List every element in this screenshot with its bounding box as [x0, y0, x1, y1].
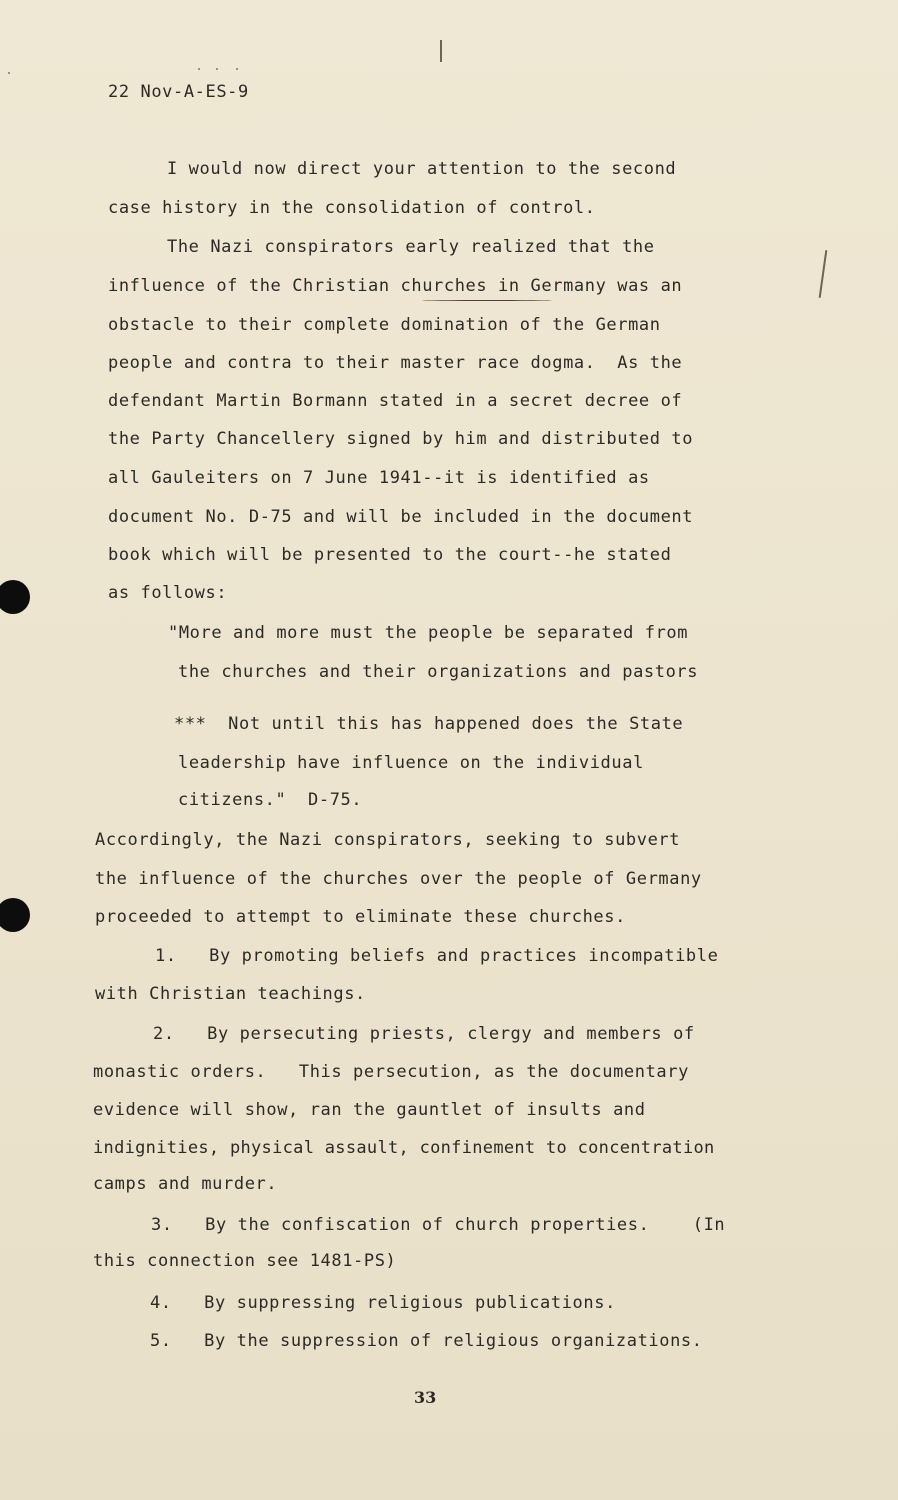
text-line: all Gauleiters on 7 June 1941--it is identified as: [108, 468, 650, 488]
text-line: indignities, physical assault, confinement to concentration: [93, 1138, 715, 1158]
margin-mark: [819, 250, 828, 298]
text-line: as follows:: [108, 583, 228, 603]
text-line: people and contra to their master race dogma. As the: [108, 353, 683, 373]
text-line: the influence of the churches over the people of Germany: [95, 869, 702, 889]
quote-line: leadership have influence on the individual: [178, 753, 644, 773]
text-line: this connection see 1481-PS): [93, 1251, 397, 1271]
text-line: document No. D-75 and will be included in the document: [108, 507, 694, 527]
text-line: The Nazi conspirators early realized that the: [167, 237, 655, 257]
speck: [8, 72, 10, 74]
document-header: 22 Nov-A-ES-9: [108, 82, 249, 102]
speck: [236, 68, 238, 70]
underline-mark: [422, 300, 552, 301]
margin-mark: [440, 40, 442, 62]
text-line: case history in the consolidation of control.: [108, 198, 596, 218]
text-line: proceeded to attempt to eliminate these churches.: [95, 907, 626, 927]
text-line: obstacle to their complete domination of the German: [108, 315, 661, 335]
binder-hole: [0, 898, 30, 932]
text-line: camps and murder.: [93, 1174, 278, 1194]
text-line: monastic orders. This persecution, as the documentary: [93, 1062, 689, 1082]
text-line: with Christian teachings.: [95, 984, 366, 1004]
quote-line: the churches and their organizations and pastors: [178, 662, 699, 682]
quote-line: citizens." D-75.: [178, 790, 363, 810]
binder-hole: [0, 580, 30, 614]
text-line: influence of the Christian churches in Germany was an: [108, 276, 683, 296]
quote-line: "More and more must the people be separated from: [168, 623, 689, 643]
text-line: Accordingly, the Nazi conspirators, seeking to subvert: [95, 830, 681, 850]
speck: [216, 68, 218, 70]
text-line: I would now direct your attention to the second: [167, 159, 677, 179]
quote-line: *** Not until this has happened does the State: [174, 714, 684, 734]
list-item: 3. By the confiscation of church properties. (In: [151, 1215, 726, 1235]
list-item: 1. By promoting beliefs and practices incompatible: [155, 946, 719, 966]
list-item: 2. By persecuting priests, clergy and members of: [153, 1024, 695, 1044]
list-item: 4. By suppressing religious publications.: [150, 1293, 616, 1313]
text-line: evidence will show, ran the gauntlet of insults and: [93, 1100, 646, 1120]
text-line: book which will be presented to the court--he stated: [108, 545, 672, 565]
text-line: the Party Chancellery signed by him and distributed to: [108, 429, 694, 449]
page-number: 33: [414, 1388, 437, 1407]
speck: [198, 68, 200, 70]
list-item: 5. By the suppression of religious organizations.: [150, 1331, 703, 1351]
text-line: defendant Martin Bormann stated in a secret decree of: [108, 391, 683, 411]
